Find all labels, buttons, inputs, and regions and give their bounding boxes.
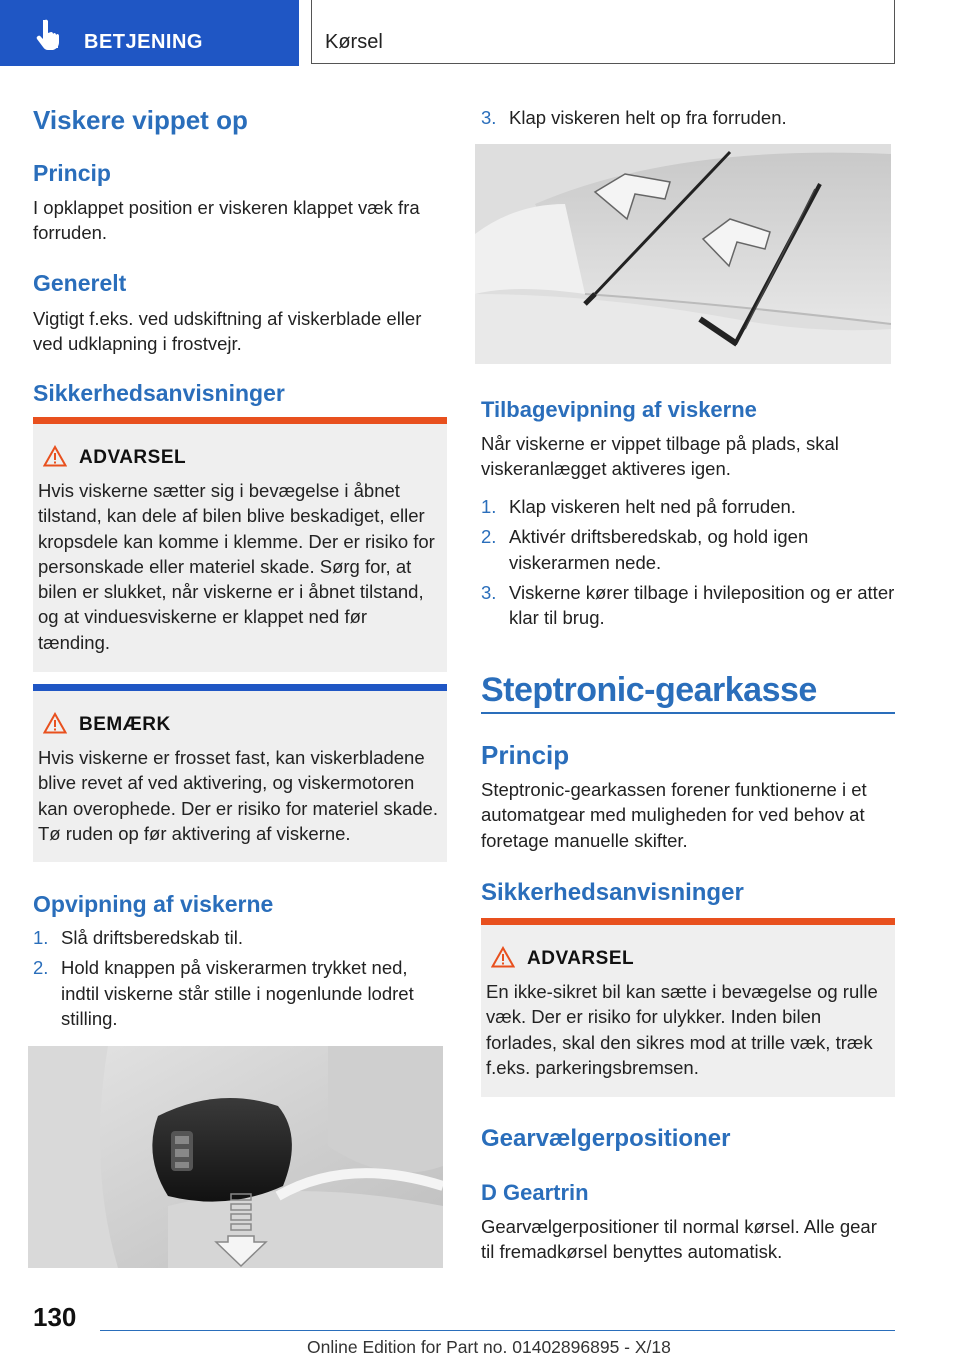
heading-opvipning: Opvipning af viskerne (33, 891, 274, 917)
opvipning-step-3 (481, 105, 895, 130)
notice-box-bemaerk (33, 684, 447, 862)
notice-bar (33, 684, 447, 691)
chapter-tab-label: BETJENING (84, 31, 203, 53)
footer-edition: Online Edition for Part no. 01402896895 - X/18 (307, 1337, 671, 1357)
heading-sikkerhedsanvisninger: Sikkerhedsanvisninger (33, 380, 285, 406)
warning-triangle-icon (491, 946, 515, 968)
section-title: Kørsel (325, 31, 383, 53)
heading-viskere-vippet-op: Viskere vippet op (33, 105, 248, 135)
tilbagevipning-text: Når viskerne er vippet tilbage på plads, skal viskeranlægget aktiveres igen. (481, 433, 839, 480)
warning-box-advarsel (481, 918, 895, 1097)
warning-text: Hvis viskerne sætter sig i bevægelse i åbnet tilstand, kan dele af bilen blive beskadiget, eller kropsdele kan komme i klemme. Der er risiko for personskade eller materiel skade. Sørg for, at bilen er slukket, når viskerne er i åbnet tilstand, og at vinduesviskerne er klappet ned før tænding. (38, 480, 435, 653)
tilbagevipning-steps (481, 494, 895, 630)
d-geartrin-text: Gearvælgerpositioner til normal kørsel. Alle gear til fremadkørsel benyttes automatisk. (481, 1216, 877, 1263)
notice-title: BEMÆRK (79, 714, 171, 735)
heading-sikkerhedsanvisninger: Sikkerhedsanvisninger (481, 879, 744, 906)
list-item: 1. Slå driftsberedskab til. (33, 927, 244, 948)
list-item: 1. Klap viskeren helt ned på forruden. (481, 496, 796, 517)
heading-gearvaelgerpositioner: Gearvælgerpositioner (481, 1125, 731, 1152)
list-item: 3. Viskerne kører tilbage i hvileposition og er atter klar til brug. (481, 581, 895, 629)
list-item: 2. Aktivér driftsberedskab, og hold igen viskerarmen nede. (481, 526, 809, 573)
heading-d-geartrin: D Geartrin (481, 1180, 589, 1205)
heading-tilbagevipning: Tilbagevipning af viskerne (481, 397, 757, 422)
generelt-text: Vigtigt f.eks. ved udskiftning af viskerblade eller ved udklapning i frostvejr. (33, 308, 422, 355)
title-rule (481, 712, 895, 714)
heading-princip: Princip (33, 160, 111, 186)
list-item: 2. Hold knappen på viskerarmen trykket ned, indtil viskerne står stille i nogenlunde lodret stilling. (33, 957, 414, 1029)
wiper-arm-button-illustration (28, 1046, 443, 1268)
section-header (311, 0, 895, 64)
heading-generelt: Generelt (33, 270, 127, 296)
heading-princip: Princip (481, 740, 570, 770)
chapter-tab[interactable] (0, 0, 299, 66)
list-item: 3. Klap viskeren helt op fra forruden. (481, 107, 787, 128)
page-number: 130 (33, 1302, 77, 1332)
footer-rule (100, 1330, 895, 1331)
warning-triangle-icon (43, 445, 67, 467)
princip-text: I opklappet position er viskeren klappet væk fra forruden. (33, 197, 420, 244)
warning-bar (33, 417, 447, 424)
steptronic-princip-text: Steptronic-gearkassen forener funktionerne i et automatgear med muligheden for ved behov at foretage manuelle skifter. (481, 779, 867, 851)
warning-triangle-icon (43, 712, 67, 734)
warning-title: ADVARSEL (527, 948, 635, 969)
windshield-wipers-illustration (475, 144, 891, 364)
warning-text: En ikke-sikret bil kan sætte i bevægelse og rulle væk. Der er risiko for ulykker. Inden bilen forlades, skal den sikres mod at trille væk, træk f.eks. parkeringsbremsen. (486, 981, 878, 1078)
notice-text: Hvis viskerne er frosset fast, kan viskerbladene blive revet af ved aktivering, og viskermotoren kan overophede. Der er risiko for materiel skade. Tø ruden op før aktivering af viskerne. (38, 747, 438, 844)
warning-bar (481, 918, 895, 925)
warning-box-advarsel (33, 417, 447, 672)
heading-steptronic-gearkasse: Steptronic-gearkasse (481, 671, 817, 709)
opvipning-steps (33, 925, 447, 1031)
warning-title: ADVARSEL (79, 447, 187, 468)
hand-pointer-icon (36, 18, 66, 50)
